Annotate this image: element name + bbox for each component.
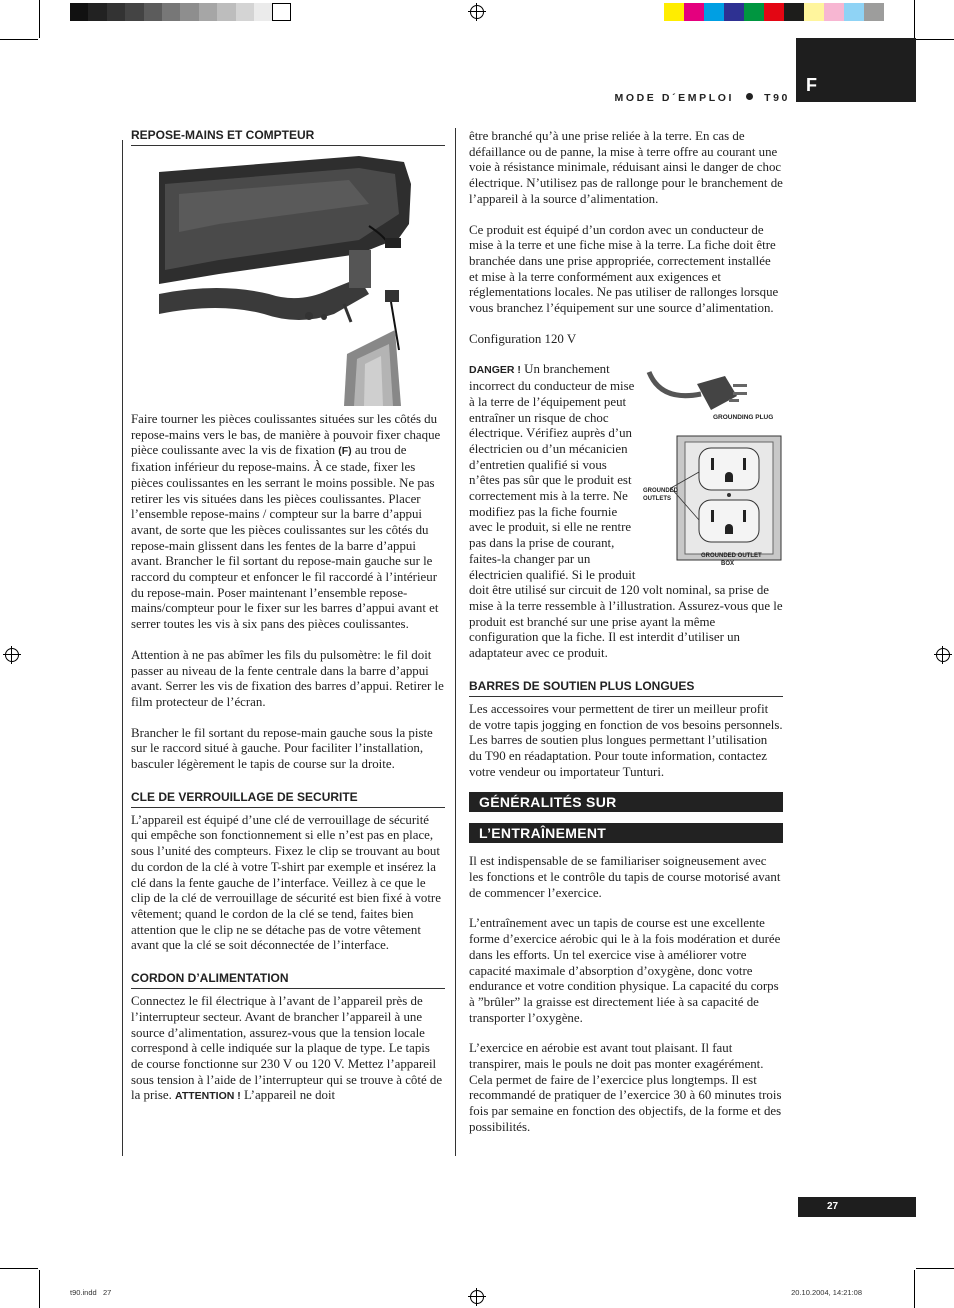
crop-mark (39, 1270, 40, 1308)
registration-mark-icon (936, 648, 950, 662)
handrail-figure (159, 154, 423, 406)
crop-mark (914, 1270, 915, 1308)
grounded-plug-outlet-illustration-icon (641, 362, 783, 566)
left-column (131, 128, 445, 1105)
crop-mark (0, 1268, 38, 1269)
paragraph: doit être utilisé sur circuit de 120 volt nominal, sa prise de mise à la terre ressemble à l’illustration. Assurez-vous que le produit est branché sur une prise ayant la même configuration que la fiche. Il est interdit d’utiliser un adaptateur avec ce produit. (469, 583, 783, 661)
slug-file: t90.indd 27 (70, 1288, 112, 1297)
color-swatch (70, 3, 88, 21)
right-column (469, 129, 783, 1136)
color-swatch (144, 3, 162, 21)
crop-mark (916, 1268, 954, 1269)
section-heading-bar: GÉNÉRALITÉS SUR (469, 792, 783, 812)
crop-mark (914, 0, 915, 38)
registration-mark-icon (5, 648, 19, 662)
color-swatch (162, 3, 180, 21)
language-tab-letter: F (806, 75, 817, 95)
text-run: Faire tourner les pièces coulissantes situées sur les côtés du repose-mains vers le bas, de manière à pouvoir fixer chaque pièce coulissante avec la vis de fixation (131, 412, 441, 458)
section-heading: BARRES DE SOUTIEN PLUS LONGUES (469, 679, 783, 697)
left-margin-rule (122, 140, 123, 1156)
attention-label: ATTENTION ! (175, 1090, 241, 1103)
paragraph: être branché qu’à une prise reliée à la terre. En cas de défaillance ou de panne, la mise à terre offre au courant une voie à résistance minimale, réduisant ainsi le danger de choc électrique. N’utilisez pas de rallonge pour le branchement de l’appareil à la source d’alimentation. (469, 129, 783, 206)
color-swatch (664, 3, 684, 21)
color-swatch (125, 3, 143, 21)
color-swatch (704, 3, 724, 21)
section-heading-bar: L’ENTRAÎNEMENT (469, 823, 783, 843)
paragraph: L’appareil est équipé d’une clé de verrouillage de sécurité qui empêche son fonctionnement si elle n’est pas en place, sous l’unité des compteurs. Fixez le clip se trouvant au bout du cordon de la clé à votre T-shirt par exemple et insérez la clé dans la fente gauche de l’interface. Veillez à ce que le clip de la clé de verrouillage de sécurité est bien fixé à votre vêtement; quand le cordon de la clé se tend, faites bien attention que le clip ne se détache pas de votre vêtement avant que la clé se soit déconnectée de l’interface. (131, 812, 441, 953)
outlet-box-label-1: GROUNDED OUTLET (701, 553, 762, 560)
registration-mark-icon (470, 1290, 484, 1304)
color-swatch (180, 3, 198, 21)
outlet-box-label-2: BOX (721, 561, 735, 567)
slug-timestamp: 20.10.2004, 14:21:08 (791, 1288, 862, 1297)
grounded-outlets-label-2: OUTLETS (643, 496, 671, 503)
color-swatch (272, 3, 290, 21)
column-divider (455, 128, 456, 1156)
paragraph: Brancher le fil sortant du repose-main gauche sous la piste sur le raccord situé à gauche. Pour faciliter l’installation, basculer légèrement le tapis de course sur la droite. (131, 725, 433, 772)
text-run: au trou de fixation inférieur du repose-mains. À ce stade, fixer les pièces coulissantes en les serrant le moins possible. Ne pas retirer les vis situées dans les pièces coulissantes. Placer l’ensemble repose-mains / compteur sur la barre d’appui avant, de sorte que les pièces coulissantes sur les côtés du repose-main glissent dans les fentes de la barre d’appui avant. Brancher le fil sortant du repose-main gauche sur le raccord du compteur et enfoncer le fil raccordé à l’intérieur du repose-main. Poser maintenant l’ensemble repose-mains/compteur pour le fixer sur les barres d’appui avant et serrer toutes les vis à six pans des pièces coulissantes. (131, 443, 439, 632)
paragraph: Attention à ne pas abîmer les fils du pulsomètre: le fil doit passer au niveau de la fente centrale dans la barre d’appui avant. Serrer les vis de fixation des barres d’appui. Retirer le film protecteur de l’écran. (131, 647, 444, 709)
grounding-plug-label: GROUNDING PLUG (713, 414, 774, 422)
color-swatch (724, 3, 744, 21)
color-swatch (804, 3, 824, 21)
paragraph (131, 412, 445, 633)
paragraph: L’exercice en aérobie est avant tout plaisant. Il faut transpirer, mais le pouls ne doit pas monter exagérément. Cela permet de faire de l’exercice plus longtemps. Il est recommandé de pratiquer de l’exercice 30 à 60 minutes trois fois par semaine en fonction des objectifs, de la forme et des possibilités. (469, 1041, 782, 1134)
color-swatch (844, 3, 864, 21)
crop-mark (39, 0, 40, 38)
color-swatch (88, 3, 106, 21)
language-tab (796, 38, 916, 102)
color-swatch (107, 3, 125, 21)
color-swatch (784, 3, 804, 21)
manual-title: MODE D´EMPLOI (614, 92, 735, 104)
model-name: T90 (764, 92, 790, 104)
color-swatch (764, 3, 784, 21)
handrail-console-assembly-drawing-icon (159, 154, 423, 406)
color-swatch (864, 3, 884, 21)
section-heading: REPOSE-MAINS ET COMPTEUR (131, 128, 445, 146)
danger-block (469, 362, 783, 661)
paragraph: Il est indispensable de se familiariser soigneusement avec les fonctions et le contrôle du tapis de course motorisé avant de commencer l’exercice. (469, 854, 781, 900)
section-heading: CLE DE VERROUILLAGE DE SECURITE (131, 790, 445, 808)
running-header (560, 92, 790, 104)
paragraph (131, 994, 445, 1105)
text-run: L’appareil ne doit (240, 1088, 336, 1103)
color-swatch (217, 3, 235, 21)
page-number: 27 (827, 1201, 839, 1212)
bullet-icon (746, 93, 753, 100)
color-swatch (684, 3, 704, 21)
text-run: Connectez le fil électrique à l’avant de l’appareil près de l’interrupteur secteur. Avant de brancher l’appareil à une source d’alimentation, assurez-vous que la tension locale correspond à celle indiquée sur la plaque de type. Le tapis de course fonctionne sur 230 V ou 120 V. Mettez l’appareil sous tension à l’aide de l’interrupteur qui se trouve à côté de la prise. (131, 994, 443, 1103)
crop-mark (0, 39, 38, 40)
paragraph: Les accessoires vour permettent de tirer un meilleur profit de votre tapis jogging en fonction de vos besoins personnels. Les barres de soutien plus longues permettant l’utilisation du T90 en réadaptation. Pour toute information, contactez votre vendeur ou importateur Tunturi. (469, 701, 783, 779)
crop-mark (916, 39, 954, 40)
paragraph: L’entraînement avec un tapis de course est une excellente forme d’exercice aérobic qui le à la fois modération et durée dans les efforts. Un tel exercice vise à améliorer votre capacité maximale d’absorption d’oxygène, donc votre endurance et votre condition physique. La capacité du corps à ”brûler” la graisse est directement liée à sa capacité de transporter l’oxygène. (469, 916, 781, 1025)
grounded-plug-figure (641, 362, 783, 566)
color-swatch (744, 3, 764, 21)
marker-label: (F) (338, 445, 352, 458)
registration-mark-icon (470, 5, 484, 19)
paragraph: Ce produit est équipé d’un cordon avec un conducteur de mise à la terre et une fiche mise à la terre. La fiche doit être branchée dans une prise appropriée, correctement installée et mise à la terre conformément aux exigences et réglementations locales. Ne pas utiliser de rallonges lorsque vous branchez l’équipement sur une source d’alimentation. (469, 222, 779, 316)
color-swatch (824, 3, 844, 21)
grounded-outlets-label-1: GROUNDED (643, 488, 679, 495)
color-swatch (199, 3, 217, 21)
page-number-box (798, 1197, 916, 1217)
text-run: Un branchement incorrect du conducteur de mise à la terre de l’équipement peut entraîner un risque de choc électrique. Vérifiez auprès d’un électricien ou d’un mécanicien d’entretien qualifié si vous n’êtes pas sûr que le produit est correctement mis à la terre. Ne modifiez pas la fiche fournie avec le produit, si elle ne rentre pas dans la prise de courant, faites-la changer par un électricien qualifié. Si le produit (469, 362, 636, 582)
danger-label: DANGER ! (469, 364, 521, 377)
section-heading: CORDON D’ALIMENTATION (131, 971, 445, 989)
paragraph: Configuration 120 V (469, 331, 577, 346)
color-swatch (254, 3, 272, 21)
color-swatch (236, 3, 254, 21)
